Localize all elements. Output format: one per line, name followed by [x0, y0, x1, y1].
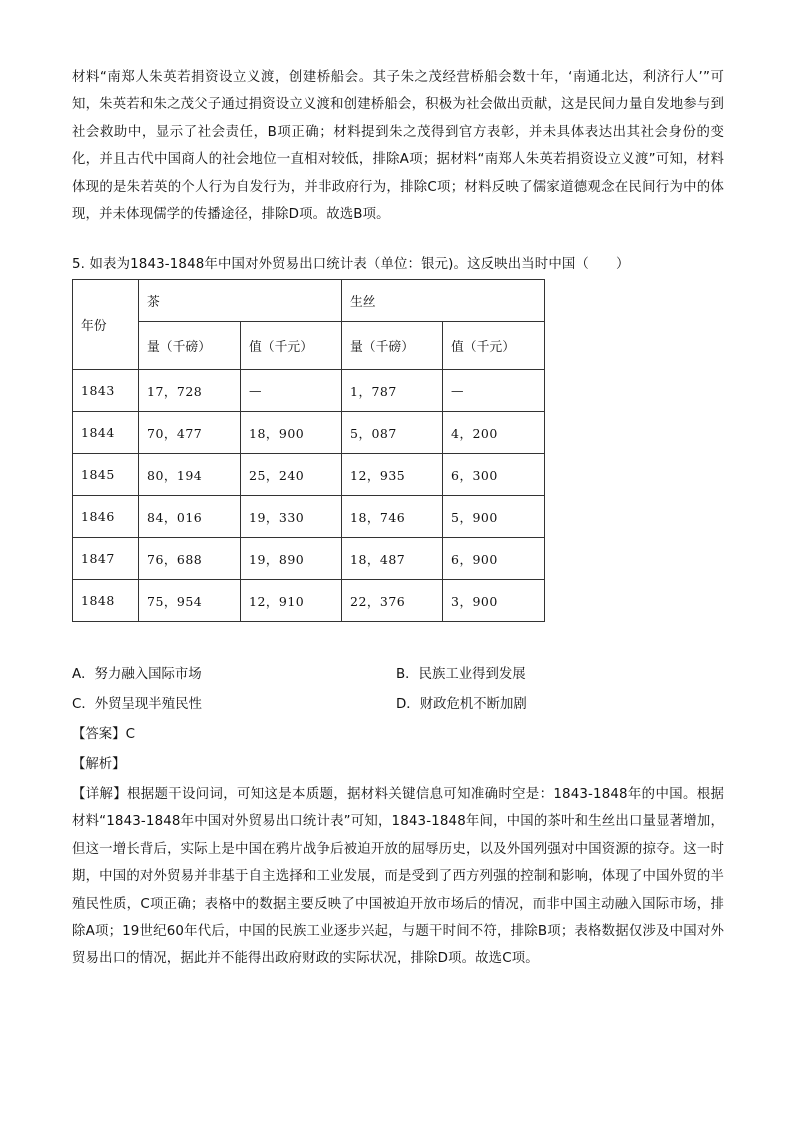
table-subheader-row — [73, 322, 545, 370]
cell-year: 1847 — [73, 538, 139, 580]
table-row — [73, 370, 545, 412]
answer-line: 【答案】C — [72, 727, 135, 742]
cell-silk-quantity: 18，487 — [342, 538, 443, 580]
export-statistics-table — [72, 279, 545, 622]
cell-tea-quantity: 17，728 — [139, 370, 241, 412]
header-silk-quantity: 量（千磅） — [342, 322, 443, 370]
cell-year: 1848 — [73, 580, 139, 622]
answer-label: 答案 — [85, 727, 113, 742]
cell-silk-quantity: 5，087 — [342, 412, 443, 454]
previous-explanation: 材料“南郑人朱英若捐资设立义渡，创建桥船会。其子朱之茂经营桥船会数十年，‘南通北达，利济行人’”可知，朱英若和朱之茂父子通过捐资设立义渡和创建桥船会，积极为社会做出贡献，这是民间力量自发地参与到社会救助中，显示了社会责任，B项正确；材料提到朱之茂得到官方表彰，并未具体表达出其社会身份的变化，并且古代中国商人的社会地位一直相对较低，排除A项；据材料“南郑人朱英若捐资设立义渡”可知，材料体现的是朱若英的个人行为自发行为，并非政府行为，排除C项；材料反映了儒家道德观念在民间行为中的体现，并未体现儒学的传播途径，排除D项。故选B项。 — [72, 70, 724, 223]
table-row — [73, 454, 545, 496]
answer-value: C — [125, 727, 135, 742]
analysis-heading: 【解析】 — [72, 757, 126, 772]
cell-silk-value: 6，900 — [443, 538, 545, 580]
header-tea-quantity: 量（千磅） — [139, 322, 241, 370]
cell-tea-quantity: 76，688 — [139, 538, 241, 580]
cell-silk-quantity: 18，746 — [342, 496, 443, 538]
cell-tea-quantity: 84，016 — [139, 496, 241, 538]
table-row — [73, 538, 545, 580]
table-row — [73, 412, 545, 454]
cell-silk-quantity: 22，376 — [342, 580, 443, 622]
cell-silk-value: 5，900 — [443, 496, 545, 538]
cell-year: 1845 — [73, 454, 139, 496]
cell-silk-value: 3，900 — [443, 580, 545, 622]
header-tea-value: 值（千元） — [241, 322, 342, 370]
table-row — [73, 496, 545, 538]
option-b: B．民族工业得到发展 — [396, 667, 526, 682]
header-silk: 生丝 — [342, 280, 545, 322]
cell-silk-quantity: 1，787 — [342, 370, 443, 412]
cell-silk-quantity: 12，935 — [342, 454, 443, 496]
option-c: C．外贸呈现半殖民性 — [72, 697, 202, 712]
table-row — [73, 580, 545, 622]
analysis-label: 解析 — [85, 757, 113, 772]
cell-silk-value: — — [443, 370, 545, 412]
cell-tea-value: 12，910 — [241, 580, 342, 622]
cell-tea-value: — — [241, 370, 342, 412]
cell-tea-quantity: 70，477 — [139, 412, 241, 454]
header-silk-value: 值（千元） — [443, 322, 545, 370]
cell-year: 1843 — [73, 370, 139, 412]
header-year: 年份 — [73, 280, 139, 370]
cell-tea-value: 25，240 — [241, 454, 342, 496]
cell-tea-quantity: 75，954 — [139, 580, 241, 622]
cell-silk-value: 6，300 — [443, 454, 545, 496]
cell-tea-value: 18，900 — [241, 412, 342, 454]
detail-explanation: 【详解】根据题干设问词，可知这是本质题，据材料关键信息可知准确时空是：1843-1848年的中国。根据材料“1843-1848年中国对外贸易出口统计表”可知，1843-1848年间，中国的茶叶和生丝出口量显著增加，但这一增长背后，实际上是中国在鸦片战争后被迫开放的屈辱历史，以及外国列强对中国资源的掠夺。这一时期，中国的对外贸易并非基于自主选择和工业发展，而是受到了西方列强的控制和影响，体现了中国外贸的半殖民性质，C项正确；表格中的数据主要反映了中国被迫开放市场后的情况，而非中国主动融入国际市场，排除A项；19世纪60年代后，中国的民族工业逐步兴起，与题干时间不符，排除B项；表格数据仅涉及中国对外贸易出口的情况，据此并不能得出政府财政的实际状况，排除D项。故选C项。 — [72, 787, 724, 967]
header-tea: 茶 — [139, 280, 342, 322]
cell-year: 1844 — [73, 412, 139, 454]
option-d: D．财政危机不断加剧 — [396, 697, 527, 712]
cell-tea-value: 19，330 — [241, 496, 342, 538]
cell-silk-value: 4，200 — [443, 412, 545, 454]
cell-tea-value: 19，890 — [241, 538, 342, 580]
option-a: A．努力融入国际市场 — [72, 667, 202, 682]
question-stem: 5. 如表为1843-1848年中国对外贸易出口统计表（单位：银元)。这反映出当时中国（ ） — [72, 257, 630, 272]
table-header-row — [73, 280, 545, 322]
cell-year: 1846 — [73, 496, 139, 538]
cell-tea-quantity: 80，194 — [139, 454, 241, 496]
